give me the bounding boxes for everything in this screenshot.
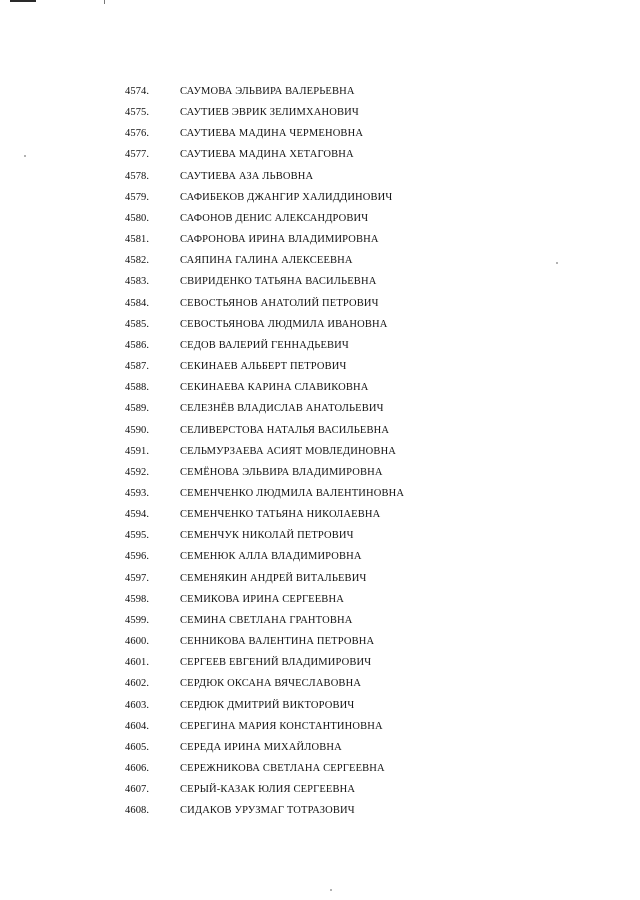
entry-name: СЕМЁНОВА ЭЛЬВИРА ВЛАДИМИРОВНА <box>180 466 383 478</box>
list-item <box>0 652 640 673</box>
list-item <box>0 314 640 335</box>
list-item <box>0 123 640 144</box>
list-item <box>0 779 640 800</box>
entry-name: САФИБЕКОВ ДЖАНГИР ХАЛИДДИНОВИЧ <box>180 191 393 203</box>
list-item <box>0 695 640 716</box>
list-item <box>0 737 640 758</box>
entry-name: САФОНОВ ДЕНИС АЛЕКСАНДРОВИЧ <box>180 212 369 224</box>
entry-name: СЕРГЕЕВ ЕВГЕНИЙ ВЛАДИМИРОВИЧ <box>180 657 372 669</box>
entry-number: 4607. <box>125 784 150 796</box>
entry-name: СЕРЫЙ-КАЗАК ЮЛИЯ СЕРГЕЕВНА <box>180 784 356 796</box>
entry-name: СЕМЕНЧЕНКО ТАТЬЯНА НИКОЛАЕВНА <box>180 509 381 521</box>
list-item <box>0 673 640 694</box>
list-item <box>0 568 640 589</box>
list-item <box>0 144 640 165</box>
list-item <box>0 377 640 398</box>
entry-number: 4595. <box>125 530 150 542</box>
entry-number: 4577. <box>125 149 150 161</box>
entry-number: 4584. <box>125 297 150 309</box>
entry-name: СЕМЕНЮК АЛЛА ВЛАДИМИРОВНА <box>180 551 362 563</box>
entry-name: СЕМЕНЧУК НИКОЛАЙ ПЕТРОВИЧ <box>180 530 354 542</box>
list-item <box>0 758 640 779</box>
entry-name: САФРОНОВА ИРИНА ВЛАДИМИРОВНА <box>180 234 379 246</box>
scan-artifact-tick <box>104 0 105 4</box>
entry-number: 4586. <box>125 339 150 351</box>
list-item <box>0 525 640 546</box>
list-item <box>0 546 640 567</box>
entry-number: 4608. <box>125 805 150 817</box>
entry-name: СЕННИКОВА ВАЛЕНТИНА ПЕТРОВНА <box>180 636 375 648</box>
entry-number: 4599. <box>125 614 150 626</box>
entry-number: 4593. <box>125 487 150 499</box>
entry-number: 4606. <box>125 763 150 774</box>
entry-number: 4600. <box>125 636 150 648</box>
entry-number: 4587. <box>125 361 150 373</box>
entry-name: САУТИЕВА МАДИНА ЧЕРМЕНОВНА <box>180 128 364 140</box>
entry-name: СЕРЕГИНА МАРИЯ КОНСТАНТИНОВНА <box>180 720 383 732</box>
list-item <box>0 356 640 377</box>
entry-name: СЕМЕНЧЕНКО ЛЮДМИЛА ВАЛЕНТИНОВНА <box>180 487 405 499</box>
entry-name: СЕЛИВЕРСТОВА НАТАЛЬЯ ВАСИЛЬЕВНА <box>180 424 390 436</box>
list-item <box>0 483 640 504</box>
entry-name: СЕРЕДА ИРИНА МИХАЙЛОВНА <box>180 741 342 753</box>
entry-number: 4604. <box>125 720 150 732</box>
list-item <box>0 208 640 229</box>
list-item <box>0 441 640 462</box>
list-item <box>0 187 640 208</box>
list-item <box>0 102 640 123</box>
entry-name: СЕМИКОВА ИРИНА СЕРГЕЕВНА <box>180 593 344 605</box>
list-item <box>0 293 640 314</box>
entry-number: 4590. <box>125 424 150 436</box>
list-item <box>0 398 640 419</box>
entry-number: 4575. <box>125 107 150 119</box>
entry-name: СВИРИДЕНКО ТАТЬЯНА ВАСИЛЬЕВНА <box>180 276 377 288</box>
entry-name: САУТИЕВА МАДИНА ХЕТАГОВНА <box>180 149 354 161</box>
entry-number: 4601. <box>125 657 150 669</box>
entry-name: СЕЛЬМУРЗАЕВА АСИЯТ МОВЛЕДИНОВНА <box>180 445 397 457</box>
entry-name: СЕРДЮК ДМИТРИЙ ВИКТОРОВИЧ <box>180 699 355 711</box>
entry-number: 4592. <box>125 466 150 478</box>
list-item <box>0 335 640 356</box>
entry-number: 4596. <box>125 551 150 563</box>
scan-speck <box>330 889 332 891</box>
entry-name: СЕКИНАЕВА КАРИНА СЛАВИКОВНА <box>180 382 369 394</box>
entry-number: 4579. <box>125 191 150 203</box>
list-item <box>0 610 640 631</box>
entry-name: СИДАКОВ УРУЗМАГ ТОТРАЗОВИЧ <box>180 805 355 817</box>
entry-name: САУМОВА ЭЛЬВИРА ВАЛЕРЬЕВНА <box>180 86 355 97</box>
entry-number: 4578. <box>125 170 150 182</box>
entry-name: САУТИЕВ ЭВРИК ЗЕЛИМХАНОВИЧ <box>180 107 359 119</box>
entry-name: СЕРДЮК ОКСАНА ВЯЧЕСЛАВОВНА <box>180 678 362 690</box>
entry-number: 4581. <box>125 234 150 246</box>
entry-number: 4594. <box>125 509 150 521</box>
entry-number: 4588. <box>125 382 150 394</box>
list-item <box>0 800 640 821</box>
list-item <box>0 229 640 250</box>
entry-name: СЕКИНАЕВ АЛЬБЕРТ ПЕТРОВИЧ <box>180 361 347 373</box>
entry-number: 4603. <box>125 699 150 711</box>
entry-name: СЕДОВ ВАЛЕРИЙ ГЕННАДЬЕВИЧ <box>180 339 349 351</box>
entry-number: 4589. <box>125 403 150 415</box>
entry-name: СЕМИНА СВЕТЛАНА ГРАНТОВНА <box>180 614 353 626</box>
entry-number: 4576. <box>125 128 150 140</box>
entry-number: 4605. <box>125 741 150 753</box>
list-item <box>0 504 640 525</box>
entry-number: 4574. <box>125 86 150 97</box>
list-item <box>0 250 640 271</box>
list-item <box>0 166 640 187</box>
entry-name: СЕВОСТЬЯНОВА ЛЮДМИЛА ИВАНОВНА <box>180 318 388 330</box>
list-item <box>0 716 640 737</box>
list-item <box>0 462 640 483</box>
entry-number: 4597. <box>125 572 150 584</box>
scan-artifact-mark <box>10 0 36 2</box>
list-item <box>0 631 640 652</box>
entry-name: СЕЛЕЗНЁВ ВЛАДИСЛАВ АНАТОЛЬЕВИЧ <box>180 403 384 415</box>
list-item <box>0 420 640 441</box>
entry-number: 4602. <box>125 678 150 690</box>
list-item <box>0 271 640 292</box>
list-item <box>0 589 640 610</box>
entry-name: САУТИЕВА АЗА ЛЬВОВНА <box>180 170 314 182</box>
list-item <box>0 81 640 102</box>
entry-name: СЕМЕНЯКИН АНДРЕЙ ВИТАЛЬЕВИЧ <box>180 572 367 584</box>
entry-name: СЕВОСТЬЯНОВ АНАТОЛИЙ ПЕТРОВИЧ <box>180 297 379 309</box>
entry-name: СЕРЕЖНИКОВА СВЕТЛАНА СЕРГЕЕВНА <box>180 763 385 774</box>
name-list <box>0 81 640 821</box>
entry-number: 4585. <box>125 318 150 330</box>
entry-number: 4583. <box>125 276 150 288</box>
entry-number: 4580. <box>125 212 150 224</box>
entry-number: 4591. <box>125 445 150 457</box>
entry-number: 4598. <box>125 593 150 605</box>
entry-name: САЯПИНА ГАЛИНА АЛЕКСЕЕВНА <box>180 255 353 267</box>
entry-number: 4582. <box>125 255 150 267</box>
